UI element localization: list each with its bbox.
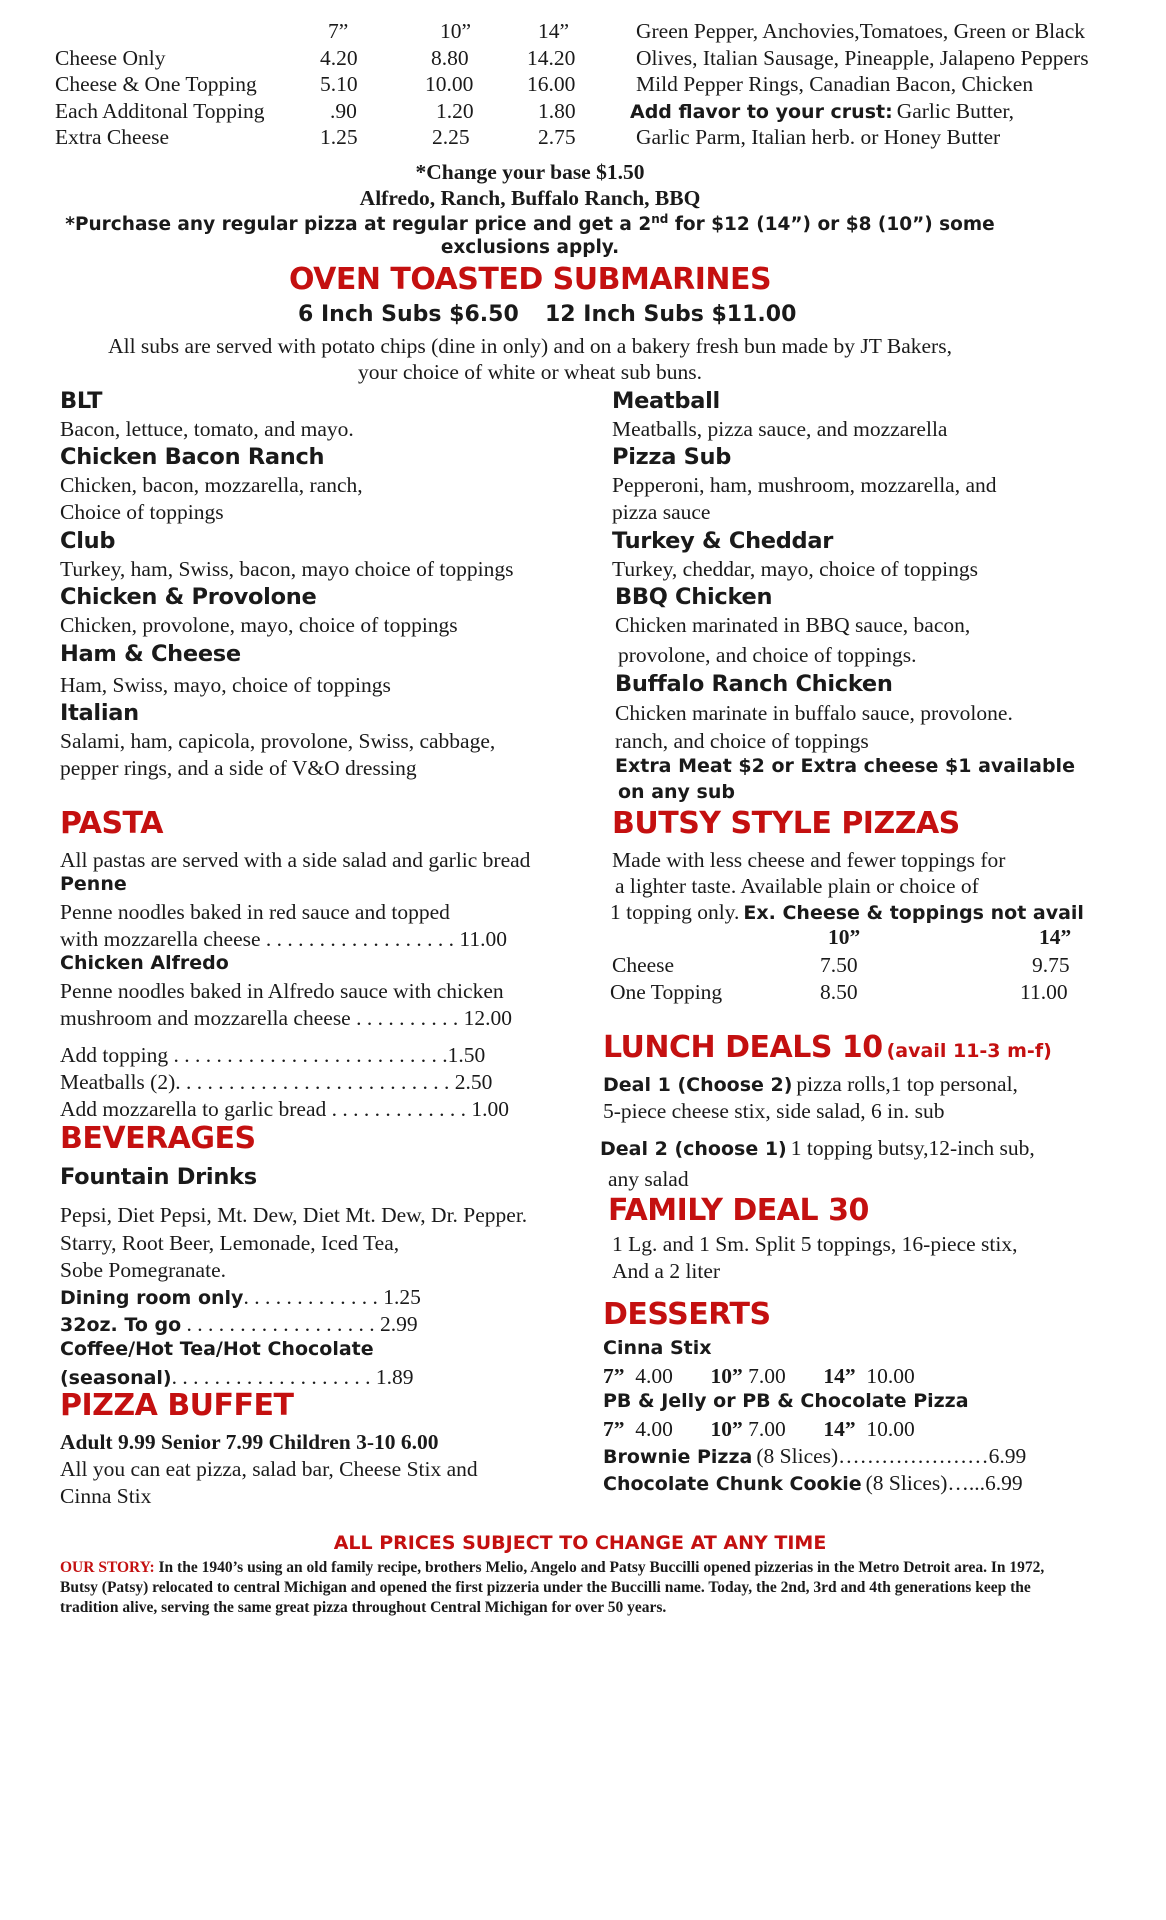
- sub-name: Ham & Cheese: [60, 641, 241, 667]
- fountain-title: Fountain Drinks: [60, 1164, 257, 1190]
- base-options: Alfredo, Ranch, Buffalo Ranch, BBQ: [359, 186, 701, 210]
- price-cell: 1.25: [320, 125, 358, 149]
- story-text: In the 1940’s using an old family recipe, brothers Melio, Angelo and Patsy Buccilli opened pizzerias in the Metro Detroit area. In 1972, Butsy (Patsy) relocated to central Michigan and opened the first pizzeria under the Buccilli name. Today, the 2nd, 3rd and 4th generations keep the tradition alive, serving the same great pizza throughout Central Michigan for over 50 years.: [60, 1559, 1045, 1616]
- pb-sizes: [603, 1416, 915, 1443]
- crust-flavor-line: [630, 98, 1014, 124]
- alfredo-desc: Penne noodles baked in Alfredo sauce with chicken: [60, 979, 504, 1003]
- deal1-line: [603, 1071, 1018, 1098]
- brownie-line: [603, 1443, 1026, 1470]
- price-row-label: Extra Cheese: [55, 125, 170, 149]
- price-cell: .90: [330, 99, 357, 123]
- sub-name: Chicken & Provolone: [60, 584, 317, 610]
- butsy-exclusion: Ex. Cheese & toppings not avail: [743, 902, 1084, 924]
- price-notice: ALL PRICES SUBJECT TO CHANGE AT ANY TIME: [333, 1532, 827, 1554]
- coffee-price-line: [60, 1364, 413, 1391]
- subs-title: OVEN TOASTED SUBMARINES: [288, 262, 772, 297]
- beverages-title: BEVERAGES: [60, 1121, 256, 1156]
- size-price: 4.00: [635, 1364, 673, 1388]
- deal1-desc: pizza rolls,1 top personal,: [796, 1072, 1018, 1096]
- cinna-name: Cinna Stix: [603, 1337, 712, 1359]
- buffet-prices: Adult 9.99 Senior 7.99 Children 3-10 6.00: [60, 1430, 439, 1454]
- sub-desc: Turkey, cheddar, mayo, choice of toppings: [612, 557, 978, 581]
- sub-name: Meatball: [612, 388, 720, 414]
- deal1-desc-2: 5-piece cheese stix, side salad, 6 in. sub: [603, 1099, 945, 1123]
- buffet-desc: Cinna Stix: [60, 1484, 152, 1508]
- pasta-title: PASTA: [60, 806, 163, 841]
- toppings-line: Olives, Italian Sausage, Pineapple, Jalapeno Peppers: [636, 46, 1089, 70]
- base-change: *Change your base $1.50: [415, 160, 645, 184]
- size-label: 14”: [823, 1417, 856, 1441]
- togo-price-line: [60, 1311, 418, 1338]
- sub-desc: Chicken marinate in buffalo sauce, provolone.: [615, 701, 1013, 725]
- penne-price-line: with mozzarella cheese . . . . . . . . . . . . . . . . . . 11.00: [60, 927, 508, 951]
- brownie-price: (8 Slices)…………………6.99: [756, 1444, 1027, 1468]
- butsy-price: 7.50: [820, 953, 858, 977]
- cinna-sizes: [603, 1363, 915, 1390]
- price-cell: 10.00: [425, 72, 474, 96]
- drink-list: Pepsi, Diet Pepsi, Mt. Dew, Diet Mt. Dew, Dr. Pepper.: [60, 1203, 528, 1227]
- size-label: 10”: [710, 1417, 743, 1441]
- price-cell: 2.25: [432, 125, 470, 149]
- sub-name: BLT: [60, 388, 103, 414]
- sub-desc: Salami, ham, capicola, provolone, Swiss, cabbage,: [60, 729, 496, 753]
- butsy-price: 11.00: [1020, 980, 1068, 1004]
- crust-flavor-label: Add flavor to your crust:: [630, 101, 893, 123]
- buffet-title: PIZZA BUFFET: [60, 1388, 294, 1423]
- extra-note-2: on any sub: [618, 781, 735, 803]
- subs-price-12: 12 Inch Subs $11.00: [545, 302, 797, 327]
- price-cell: 4.20: [320, 46, 358, 70]
- butsy-row-label: Cheese: [612, 953, 675, 977]
- alfredo-price-line: mushroom and mozzarella cheese . . . . . . . . . . 12.00: [60, 1006, 512, 1030]
- family-desc: And a 2 liter: [612, 1259, 721, 1283]
- togo-label: 32oz. To go: [60, 1314, 182, 1336]
- pasta-intro: All pastas are served with a side salad and garlic bread: [60, 848, 531, 872]
- sub-name: Buffalo Ranch Chicken: [615, 671, 893, 697]
- drink-list: Sobe Pomegranate.: [60, 1258, 226, 1282]
- size-header-14: 14”: [538, 19, 570, 43]
- sub-desc: Ham, Swiss, mayo, choice of toppings: [60, 673, 391, 697]
- drink-list: Starry, Root Beer, Lemonade, Iced Tea,: [60, 1231, 400, 1255]
- subs-intro: All subs are served with potato chips (dine in only) and on a bakery fresh bun made by JT Bakers,: [108, 334, 952, 358]
- butsy-desc-line3: [610, 899, 1084, 926]
- size-label: 7”: [603, 1364, 625, 1388]
- sub-name: Chicken Bacon Ranch: [60, 444, 325, 470]
- deal2-desc: 1 topping butsy,12-inch sub,: [790, 1136, 1035, 1160]
- sub-desc: pepper rings, and a side of V&O dressing: [60, 756, 417, 780]
- size-label: 14”: [823, 1364, 856, 1388]
- butsy-price: 8.50: [820, 980, 858, 1004]
- sub-desc: Chicken, bacon, mozzarella, ranch,: [60, 473, 363, 497]
- sub-desc: Meatballs, pizza sauce, and mozzarella: [612, 417, 948, 441]
- toppings-line: Green Pepper, Anchovies,Tomatoes, Green or Black: [636, 19, 1085, 43]
- penne-desc: Penne noodles baked in red sauce and topped: [60, 900, 450, 924]
- butsy-header-14: 14”: [1039, 925, 1072, 949]
- pasta-addon: Add mozzarella to garlic bread . . . . . . . . . . . . . 1.00: [60, 1097, 509, 1121]
- size-price: 4.00: [635, 1417, 673, 1441]
- cookie-line: [603, 1470, 1023, 1497]
- dining-price: . . . . . . . . . . . . . 1.25: [243, 1285, 421, 1309]
- size-header-10: 10”: [440, 19, 472, 43]
- butsy-price: 9.75: [1032, 953, 1070, 977]
- brownie-name: Brownie Pizza: [603, 1446, 753, 1468]
- family-desc: 1 Lg. and 1 Sm. Split 5 toppings, 16-piece stix,: [612, 1232, 1018, 1256]
- butsy-title: BUTSY STYLE PIZZAS: [612, 806, 960, 841]
- coffee-label: Coffee/Hot Tea/Hot Chocolate: [60, 1338, 374, 1360]
- sub-desc: provolone, and choice of toppings.: [618, 643, 917, 667]
- price-cell: 16.00: [527, 72, 576, 96]
- promo-text: *Purchase any regular pizza at regular price and get a 2: [65, 214, 652, 236]
- dining-label: Dining room only: [60, 1287, 244, 1309]
- family-title: FAMILY DEAL 30: [608, 1193, 869, 1228]
- price-cell: 14.20: [527, 46, 576, 70]
- sub-name: Turkey & Cheddar: [612, 528, 834, 554]
- promo-sup: nd: [651, 212, 669, 226]
- price-cell: 1.20: [436, 99, 474, 123]
- price-cell: 1.80: [538, 99, 576, 123]
- dining-price-line: [60, 1284, 421, 1311]
- butsy-desc: Made with less cheese and fewer toppings for: [612, 848, 1006, 872]
- size-price: 10.00: [866, 1417, 915, 1441]
- extra-note: Extra Meat $2 or Extra cheese $1 available: [615, 755, 1075, 777]
- our-story: [60, 1558, 1060, 1618]
- sub-desc: Chicken, provolone, mayo, choice of toppings: [60, 613, 458, 637]
- buffet-desc: All you can eat pizza, salad bar, Cheese Stix and: [60, 1457, 478, 1481]
- promo-line: [0, 212, 1060, 235]
- pasta-addon: Add topping . . . . . . . . . . . . . . . . . . . . . . . . . .1.50: [60, 1043, 486, 1067]
- subs-price-6: 6 Inch Subs $6.50: [298, 302, 519, 327]
- size-label: 7”: [603, 1417, 625, 1441]
- cookie-price: (8 Slices)…...6.99: [865, 1471, 1023, 1495]
- price-cell: 8.80: [431, 46, 469, 70]
- subs-intro-2: your choice of white or wheat sub buns.: [358, 360, 702, 384]
- price-row-label: Each Additonal Topping: [55, 99, 265, 123]
- cookie-name: Chocolate Chunk Cookie: [603, 1473, 862, 1495]
- deal2-line: [600, 1135, 1035, 1162]
- toppings-line: Mild Pepper Rings, Canadian Bacon, Chicken: [636, 72, 1034, 96]
- size-price: 10.00: [866, 1364, 915, 1388]
- sub-desc: Chicken marinated in BBQ sauce, bacon,: [615, 613, 971, 637]
- desserts-title: DESSERTS: [603, 1297, 771, 1332]
- pasta-addon: Meatballs (2). . . . . . . . . . . . . . . . . . . . . . . . . . 2.50: [60, 1070, 493, 1094]
- lunch-title-line: [603, 1030, 1052, 1065]
- price-row-label: Cheese Only: [55, 46, 166, 70]
- butsy-row-label: One Topping: [610, 980, 723, 1004]
- promo-text-2: for $12 (14”) or $8 (10”) some: [674, 214, 995, 236]
- sub-name: Club: [60, 528, 116, 554]
- coffee-price: . . . . . . . . . . . . . . . . . . . 1.89: [171, 1365, 414, 1389]
- sub-desc: Bacon, lettuce, tomato, and mayo.: [60, 417, 354, 441]
- size-header-7: 7”: [328, 19, 349, 43]
- sub-desc: ranch, and choice of toppings: [615, 729, 869, 753]
- sub-desc: Pepperoni, ham, mushroom, mozzarella, and: [612, 473, 997, 497]
- sub-name: Italian: [60, 700, 139, 726]
- sub-name: BBQ Chicken: [615, 584, 773, 610]
- togo-price: . . . . . . . . . . . . . . . . . . 2.99: [181, 1312, 418, 1336]
- sub-name: Pizza Sub: [612, 444, 732, 470]
- penne-name: Penne: [60, 873, 127, 895]
- crust-flavor-value: Garlic Butter,: [896, 99, 1015, 123]
- price-cell: 5.10: [320, 72, 358, 96]
- deal2-desc-2: any salad: [608, 1167, 689, 1191]
- butsy-desc: a lighter taste. Available plain or choice of: [615, 874, 979, 898]
- sub-desc: Choice of toppings: [60, 500, 224, 524]
- crust-flavor-line2: Garlic Parm, Italian herb. or Honey Butter: [636, 125, 1001, 149]
- size-price: 7.00: [748, 1417, 786, 1441]
- pb-name: PB & Jelly or PB & Chocolate Pizza: [603, 1390, 969, 1412]
- alfredo-name: Chicken Alfredo: [60, 952, 229, 974]
- sub-desc: Turkey, ham, Swiss, bacon, mayo choice of toppings: [60, 557, 514, 581]
- price-cell: 2.75: [538, 125, 576, 149]
- deal1-label: Deal 1 (Choose 2): [603, 1074, 793, 1096]
- size-price: 7.00: [748, 1364, 786, 1388]
- story-label: OUR STORY:: [60, 1559, 155, 1576]
- lunch-title: LUNCH DEALS 10: [603, 1030, 883, 1065]
- lunch-availability: (avail 11-3 m-f): [886, 1040, 1052, 1062]
- price-row-label: Cheese & One Topping: [55, 72, 257, 96]
- size-label: 10”: [710, 1364, 743, 1388]
- sub-desc: pizza sauce: [612, 500, 711, 524]
- coffee-seasonal: (seasonal): [60, 1367, 172, 1389]
- promo-line-2: exclusions apply.: [440, 237, 620, 258]
- butsy-desc: 1 topping only.: [610, 900, 740, 924]
- deal2-label: Deal 2 (choose 1): [600, 1138, 787, 1160]
- butsy-header-10: 10”: [828, 925, 861, 949]
